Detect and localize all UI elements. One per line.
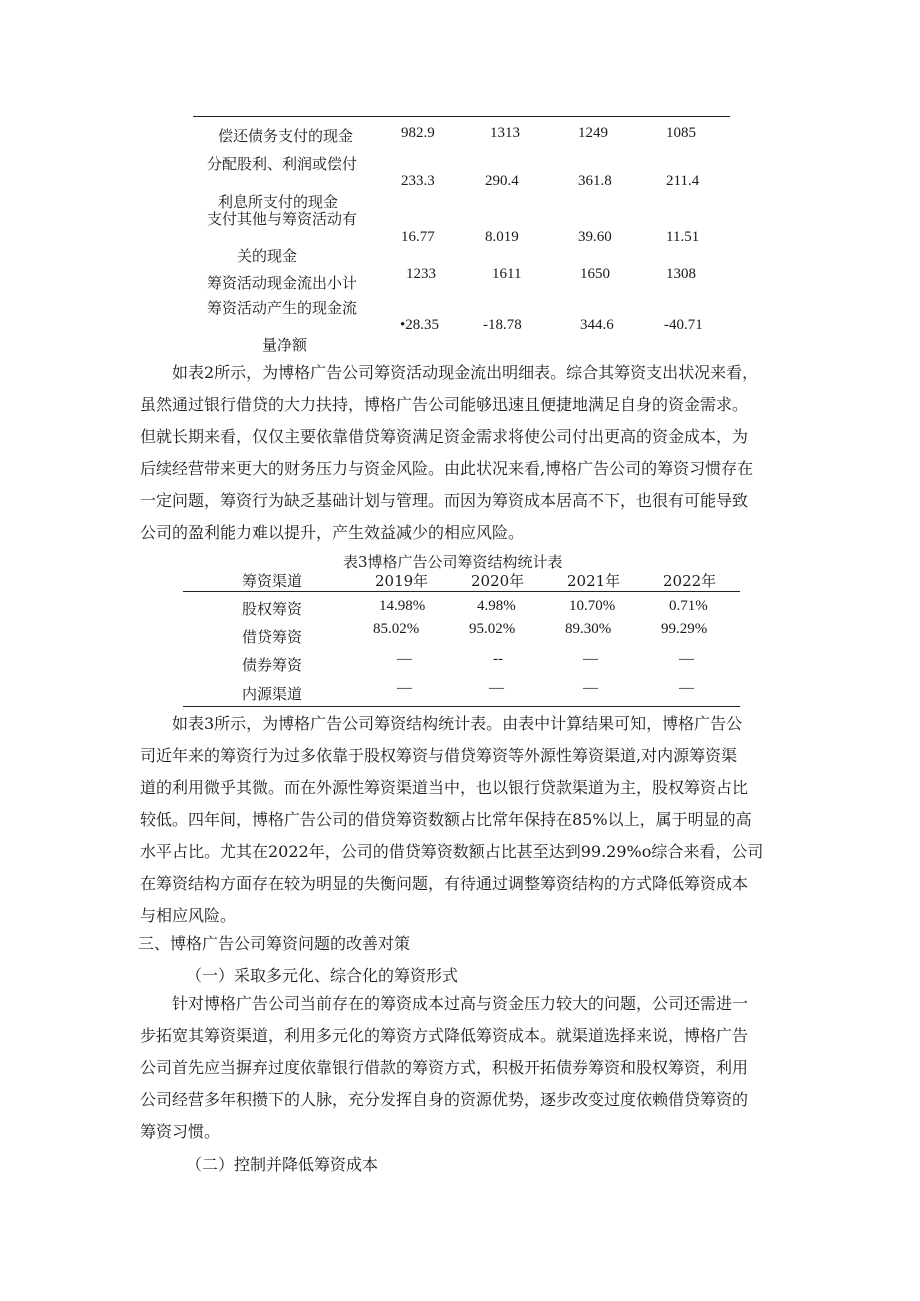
table3-cell: —: [679, 680, 694, 696]
table2-cell: •28.35: [400, 317, 440, 333]
table2-cell: 1611: [492, 266, 522, 282]
table2-cell: 16.77: [401, 229, 435, 245]
table2-cell: 11.51: [666, 229, 700, 245]
table2-cell: 982.9: [401, 125, 435, 141]
paragraph-line: 筹资习惯。: [140, 1122, 221, 1141]
table2-cell: 344.6: [580, 317, 614, 333]
table3-row-label: 内源渠道: [242, 685, 303, 703]
table3-row-label: 股权筹资: [242, 600, 303, 618]
table3-cell: 4.98%: [477, 598, 516, 614]
paragraph-line: 如表3所示，为博格广告公司筹资结构统计表。由表中计算结果可知，博格广告公: [172, 714, 743, 733]
table3-cell: 10.70%: [569, 598, 616, 614]
table3-bottom-rule: [183, 706, 740, 707]
table2-cell: 1308: [666, 266, 696, 282]
table2-cell: 39.60: [578, 229, 612, 245]
table2-row-label: 筹资活动产生的现金流: [207, 299, 358, 317]
table3-header: 2020年: [471, 572, 525, 590]
paragraph-line: 与相应风险。: [140, 906, 237, 925]
table2-row-label: 关的现金: [237, 247, 298, 265]
section-heading: 三、博格广告公司筹资问题的改善对策: [138, 934, 411, 953]
paragraph-countermeasure: [140, 988, 800, 1148]
table2-cell: 1249: [578, 125, 608, 141]
table2-top-rule: [193, 116, 730, 117]
paragraph-line: 较低。四年间，博格广告公司的借贷筹资数额占比常年保持在85%以上，属于明显的高: [140, 810, 752, 829]
table3-cell: —: [583, 680, 598, 696]
table2-row-label: 利息所支付的现金: [218, 193, 339, 211]
table3-cell: 0.71%: [669, 598, 708, 614]
table3-header-rule: [183, 591, 740, 592]
table2-row-label: 量净额: [262, 336, 308, 354]
table2-cell: 1085: [666, 125, 696, 141]
paragraph-line: 道的利用微乎其微。而在外源性筹资渠道当中，也以银行贷款渠道为主，股权筹资占比: [140, 778, 749, 797]
table3-row-label: 借贷筹资: [242, 628, 303, 646]
paragraph-line: 但就长期来看，仅仅主要依靠借贷筹资满足资金需求将使公司付出更高的资金成本，为: [140, 427, 749, 446]
paragraph-line: 如表2所示，为博格广告公司筹资活动现金流出明细表。综合其筹资支出状况来看，: [172, 363, 759, 382]
paragraph-line: 司近年来的筹资行为过多依靠于股权筹资与借贷筹资等外源性筹资渠道,对内源筹资渠: [140, 746, 738, 765]
table2-row-label: 支付其他与筹资活动有: [207, 210, 358, 228]
paragraph-line: 虽然通过银行借贷的大力扶持，博格广告公司能够迅速且便捷地满足自身的资金需求。: [140, 395, 749, 414]
subsection-heading: （二）控制并降低筹资成本: [186, 1155, 379, 1174]
paragraph-line: 公司首先应当摒弃过度依靠银行借款的筹资方式，积极开拓债券筹资和股权筹资，利用: [140, 1058, 749, 1077]
table3-cell: —: [397, 651, 412, 667]
paragraph-line: 一定问题，筹资行为缺乏基础计划与管理。而因为筹资成本居高不下，也很有可能导致: [140, 491, 749, 510]
paragraph-line: 水平占比。尤其在2022年，公司的借贷筹资数额占比甚至达到99.29%o综合来看，公司: [140, 842, 764, 861]
table3-header: 筹资渠道: [242, 572, 303, 590]
paragraph-line: 针对博格广告公司当前存在的筹资成本过高与资金压力较大的问题，公司还需进一: [172, 994, 749, 1013]
table2-cell: -40.71: [664, 317, 703, 333]
table2-cell: 233.3: [401, 173, 435, 189]
paragraph-line: 后续经营带来更大的财务压力与资金风险。由此状况来看,博格广告公司的筹资习惯存在: [140, 459, 754, 478]
table2-cell: 8.019: [485, 229, 519, 245]
paragraph-line: 在筹资结构方面存在较为明显的失衡问题，有待通过调整筹资结构的方式降低筹资成本: [140, 874, 749, 893]
table2-cell: 361.8: [578, 173, 612, 189]
subsection-heading: （一）采取多元化、综合化的筹资形式: [186, 966, 459, 985]
table2-cell: 211.4: [666, 173, 700, 189]
table2-row-label: 偿还债务支付的现金: [218, 127, 354, 145]
table3-row-label: 债券筹资: [242, 656, 303, 674]
table3-cell: 85.02%: [373, 621, 420, 637]
table2-cell: 290.4: [485, 173, 519, 189]
table3-header: 2019年: [375, 572, 429, 590]
table3-caption: 表3博格广告公司筹资结构统计表: [343, 553, 563, 571]
table3-cell: 99.29%: [661, 621, 708, 637]
table3-cell: —: [583, 651, 598, 667]
table3-header: 2021年: [567, 572, 621, 590]
table2-row-label: 分配股利、利润或偿付: [207, 155, 358, 173]
table3-cell: —: [397, 680, 412, 696]
paragraph-line: 公司经营多年积攒下的人脉，充分发挥自身的资源优势，逐步改变过度依赖借贷筹资的: [140, 1090, 749, 1109]
table3-cell: 95.02%: [469, 621, 516, 637]
table2-cell: -18.78: [483, 317, 522, 333]
paragraph-line: 步拓宽其筹资渠道，利用多元化的筹资方式降低筹资成本。就渠道选择来说，博格广告: [140, 1026, 749, 1045]
table3-cell: —: [679, 651, 694, 667]
table3-cell: --: [493, 651, 503, 667]
table3-cell: 89.30%: [565, 621, 612, 637]
table2-cell: 1313: [490, 125, 520, 141]
table3-cell: 14.98%: [379, 598, 426, 614]
table3-header: 2022年: [663, 572, 717, 590]
paragraph-line: 公司的盈利能力难以提升，产生效益减少的相应风险。: [140, 523, 525, 542]
table2-cell: 1650: [580, 266, 610, 282]
table2-cell: 1233: [406, 266, 436, 282]
table2-row-label: 筹资活动现金流出小计: [207, 274, 358, 292]
table3-cell: —: [489, 680, 504, 696]
paragraph-table3-analysis: [140, 708, 800, 932]
paragraph-table2-analysis: [140, 357, 800, 549]
